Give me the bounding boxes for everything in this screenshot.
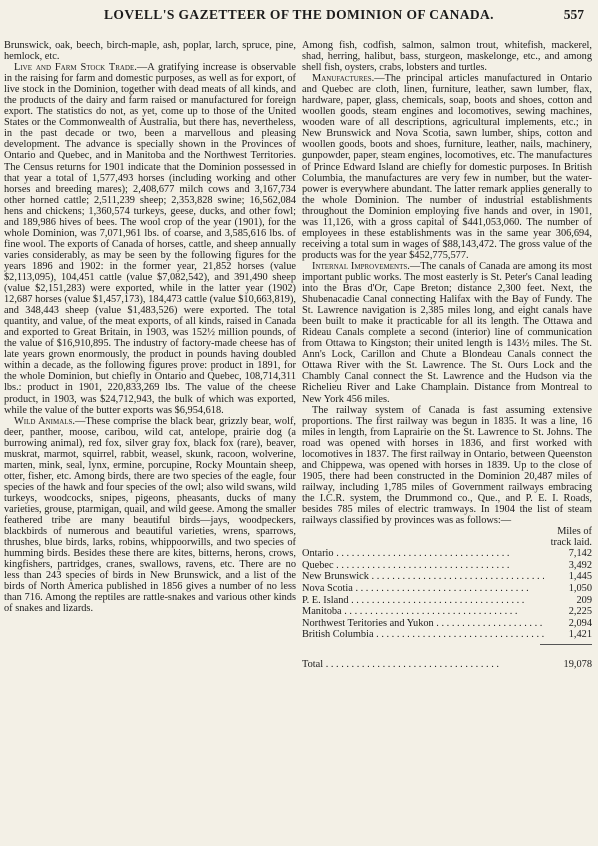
paragraph: [302, 261, 592, 405]
province-name: Ontario . . .: [302, 548, 544, 560]
paragraph-text: —A gratifying increase is observable in the raising for farm and domestic purposes, as well as for export, of live stock in the Dominion, together with dead meats of all kinds, and the products of the dairy and farm raised or manufactured for foreign export. The statistics do not, as yet, come up to those of the United States or the Commonwealth of Australia, but there has, nevertheless, in the past decade or two, been a marvellous and pleasing development. The advance is specially shown in the Provinces of Ontario and Quebec, and in Manitoba and the Northwest Territories. The Census returns for 1901 indicate that the Dominion possessed in that year a total of 1,577,493 horses (including working and other horses and breeding mares); 2,408,677 milch cows and 3,167,734 other horned cattle; 2,511,239 sheep; 2,353,828 swine; 16,562,084 hens and chickens; 1,360,574 turkeys, geese, ducks, and other fowl; and 189,986 hives of bees. The wool crop of the year (1901), for the whole Dominion, was 7,071,961 lbs. of coarse, and 3,585,616 lbs. of fine wool. The exports of Canada of horses, cattle, and sheep annually varies considerably, as may be seen by the following figures for the years 1896 and 1902: in the former year, 21,852 horses (value $2,113,095), 104,451 cattle (value $7,082,542), and 391,490 sheep (value $2,151,283) were exported, while in the latter year (1902) 12,687 horses (value $1,457,173), 184,473 cattle (value $10,663,819), and 348,443 sheep (value $1,483,526) were exported. The total quantity, and value, of the meat exports, of all kinds, raised in Canada and exported to Great Britain, in 1903, was 152½ million pounds, of the value of $16,910,895. The industry of factory-made cheese has of late years grown enormously, the product in pounds having doubled within a decade, as the following figures prove: product in 1891, for the whole Dominion, but chiefly in Ontario and Quebec, 108,714,311 lbs.: product in 1901, 220,833,269 lbs. The value of the cheese product, in 1903, was $24,712,943, the bulk of which was exported, while the value of the butter exports was $6,954,618.: [4, 62, 296, 416]
paragraph: [4, 62, 296, 416]
page-number: 557: [563, 7, 584, 22]
province-name: Northwest Teritories and Yukon . . .: [302, 618, 544, 630]
total-row: [302, 659, 592, 671]
paragraph-text: Brunswick, oak, beech, birch-maple, ash, poplar, larch, spruce, pine, hemlock, etc.: [4, 40, 296, 63]
section-heading: Manufactures.: [312, 73, 375, 85]
province-name: Manitoba . . .: [302, 606, 544, 618]
province-name: Nova Scotia . . .: [302, 583, 544, 595]
table-row: [302, 618, 592, 630]
table-row: [302, 548, 592, 560]
right-column-text: [302, 40, 592, 526]
paragraph: [4, 416, 296, 615]
section-heading: Wild Animals.: [14, 415, 75, 427]
miles-value: 2,225: [544, 606, 592, 618]
paragraph-text: —The canals of Canada are among its most important public works. The most easterly is St. Peter's Canal leading into the Bras d'Or, Cape Breton; distance 2,300 feet. Next, the Shubenacadie Canal connecting Halifax with the Bay of Fundy. The St. Lawrence navigation is 2,385 miles long, and eight canals have been built to make it practicable for all its length. The Ottawa and Rideau Canals complete a second (interior) line of communication from Ottawa to Kingston; their united length is 143½ miles. The St. Ann's Lock, Carillon and Chute a Blondeau Canals connect the Ottawa River with the St. Lawrence. The St. Ours Lock and the Chambly Canal connect the St. Lawrence and the Hudson via the Richelieu River and Lake Champlain. Distance from Montreal to New York 456 miles.: [302, 260, 592, 405]
table-row: [302, 629, 592, 641]
miles-value: 2,094: [544, 618, 592, 630]
province-name: Quebec . . .: [302, 560, 544, 572]
miles-value: 209: [544, 595, 592, 607]
right-column: [302, 40, 592, 671]
table-row: [302, 595, 592, 607]
left-column: [4, 40, 296, 614]
miles-value: 1,421: [544, 629, 592, 641]
running-head: LOVELL'S GAZETTEER OF THE DOMINION OF CANADA.: [104, 7, 494, 22]
paragraph-text: —These comprise the black bear, grizzly bear, wolf, deer, panther, moose, caribou, wild cat, antelope, prairie dog (a burrowing animal), red fox, silver gray fox, black fox (rare), beaver, muskrat, marmot, squirrel, rabbit, weasel, skunk, racoon, wolverine, marten, mink, seal, lynx, ermine, porcupine, Rocky Mountain sheep, otter, fisher, etc. Among birds, there are two species of the eagle, four species of the hawk and four species of the owl; also wild swans, wild turkeys, woodcocks, snipes, pigeons, pheasants, ducks of many varieties, grouse, ptarmigan, quail, and wild geese. Among the smaller feathered tribe are many beautiful birds—jays, woodpeckers, blackbirds of numerous and beautiful varieties, wrens, sparrows, thrushes, blue birds, larks, robins, whippoorwills, and two species of humming birds. Besides these there are kites, bitterns, herons, crows, kingfishers, partridges, cranes, swallows, ravens, etc. There are no less than 243 species of birds in New Brunswick, and a list of the birds of North America published in 1856 gives a number of no less than 716. Among the reptiles are rattle-snakes and various other kinds of snakes and lizards.: [4, 415, 296, 615]
paragraph: [4, 40, 296, 62]
total-miles: 19,078: [544, 659, 592, 671]
paragraph-text: Among fish, codfish, salmon, salmon trout, whitefish, mackerel, shad, herring, halibut, bass, sturgeon, maskelonge, etc., and among shell fish, oysters, crabs, lobsters and turtles.: [302, 40, 592, 74]
section-heading: Live and Farm Stock Trade.: [14, 62, 137, 74]
paragraph-text: The railway system of Canada is fast assuming extensive proportions. The first railway was begun in 1835. It was a line, 16 miles in length, from Laprairie on the St. Lawrence to St. Johns. The road was opened with horses in 1836, and first worked with locomotives in 1837. The first railway in Ontario, between Queenston and Chippewa, was opened with horses in 1839. Up to the close of 1905, there had been constructed in the Dominion 20,487 miles of railway, including 1,785 miles of Government railways embracing the I.C.R. system, the Drummond co., Que., and P. E. I. Roads, besides 785 miles of electric tramways. In 1904 the list of steam railways classified by provinces was as follows:—: [302, 404, 592, 527]
paragraph: [302, 405, 592, 527]
table-row: [302, 583, 592, 595]
section-heading: Internal Improvements.: [312, 260, 410, 272]
table-row: [302, 571, 592, 583]
miles-value: 3,492: [544, 560, 592, 572]
total-label: Total . . .: [302, 659, 544, 671]
table-row: [302, 560, 592, 572]
miles-value: 1,445: [544, 571, 592, 583]
miles-value: 1,050: [544, 583, 592, 595]
table-header-track: track laid.: [550, 537, 592, 549]
page-header: [0, 5, 598, 27]
province-name: New Brunswick . . .: [302, 571, 544, 583]
table-header-miles: Miles of: [557, 526, 592, 538]
province-name: British Columbia . . .: [302, 629, 544, 641]
paragraph: [302, 40, 592, 73]
railway-table: [302, 526, 592, 670]
table-row: [302, 606, 592, 618]
miles-value: 7,142: [544, 548, 592, 560]
railway-rows: [302, 548, 592, 641]
paragraph-text: —The principal articles manufactured in Ontario and Quebec are cloth, linen, furniture, leather, sawn lumber, flax, hardware, paper, glass, chemicals, soap, boots and shoes, cotton and woollen goods, steam engines and locomotives, sewing machines, wooden ware of all descriptions, agricultural implements, etc.; in New Brunswick and Nova Scotia, sawn lumber, ships, cotton and woollen goods, boots and shoes, furniture, leather, nails, machinery, gunpowder, paper, steam engines, locomotives, etc. The manufactures of Prince Edward Island are chiefly for domestic purposes. In British Columbia, the manufactures are very few in number, but the water-power is everywhere abundant. The latter remark applies generally to the whole Dominion. The number of industrial establishments throughout the Dominion employing five hands and over, in 1901, was 11,126, with a gross capital of $441,053,060. The number of employees in these establishments was in the same year 306,694, receiving a total sum in wages of $88,143,472. The gross value of the products was for the year $452,775,577.: [302, 73, 592, 261]
total-rule: [540, 644, 592, 645]
paragraph: [302, 73, 592, 261]
province-name: P. E. Island . . .: [302, 595, 544, 607]
